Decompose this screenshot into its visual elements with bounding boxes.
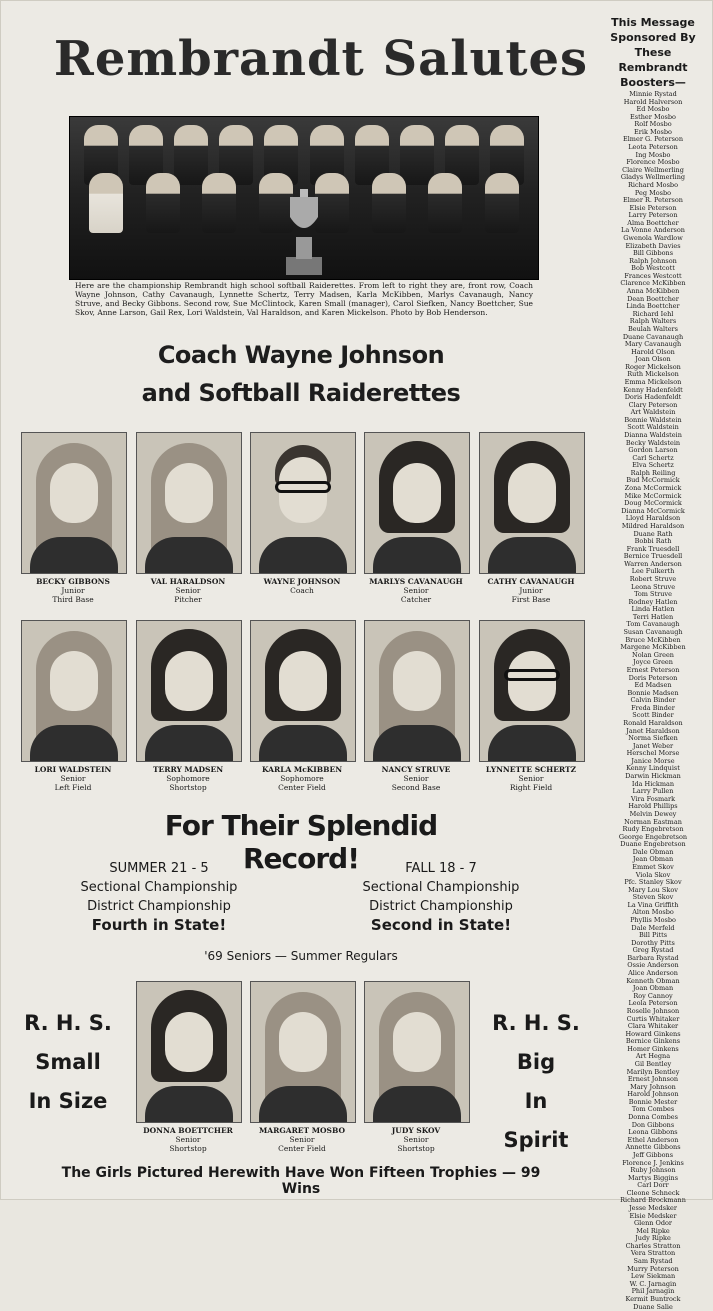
portrait-position: Center Field: [250, 1144, 354, 1153]
sponsor-name: Janet Haraldson: [605, 728, 701, 736]
sponsor-name: Alton Mosbo: [605, 909, 701, 917]
portrait-position: Third Base: [21, 595, 125, 604]
portrait-cathy-cavanaugh: [479, 432, 583, 604]
sponsor-name: Gordon Larson: [605, 447, 701, 455]
sponsor-name: Alma Boettcher: [605, 220, 701, 228]
portrait-val-haraldson: [136, 432, 240, 604]
portrait-name: NANCY STRUVE: [364, 765, 468, 774]
portrait-name: TERRY MADSEN: [136, 765, 240, 774]
slogan-left: [23, 1004, 113, 1121]
sponsor-name: Darwin Hickman: [605, 773, 701, 781]
sponsor-name: Bobbi Rath: [605, 538, 701, 546]
sponsor-name: Sam Rystad: [605, 1258, 701, 1266]
sponsor-name: Vira Fosmark: [605, 796, 701, 804]
sponsor-name: Alice Anderson: [605, 970, 701, 978]
sponsor-name: Murry Peterson: [605, 1266, 701, 1274]
portrait-name: CATHY CAVANAUGH: [479, 577, 583, 586]
sponsor-name: Mike McCormick: [605, 493, 701, 501]
subhead-line-2: and Softball Raiderettes: [61, 379, 541, 407]
portrait-photo: [364, 432, 470, 574]
sponsor-name: Erik Mosbo: [605, 129, 701, 137]
sponsor-name: Lee Fulkerth: [605, 568, 701, 576]
sponsor-name: Bonnie Waldstein: [605, 417, 701, 425]
portrait-photo: [136, 432, 242, 574]
sponsor-name: Richard Iehl: [605, 311, 701, 319]
sponsor-name: Claire Wellmerling: [605, 167, 701, 175]
portrait-position: Right Field: [479, 783, 583, 792]
slogan-right-line-2: Big: [491, 1043, 581, 1082]
sponsor-name: Jesse Medsker: [605, 1205, 701, 1213]
sponsor-name: Tom Combes: [605, 1106, 701, 1114]
portrait-judy-skov: [364, 981, 468, 1153]
sponsor-name: Margene McKibben: [605, 644, 701, 652]
portrait-photo: [136, 620, 242, 762]
sponsor-name: Gladys Wellmerling: [605, 174, 701, 182]
sponsor-name: Judy Ripke: [605, 1235, 701, 1243]
portrait-year: Junior: [21, 586, 125, 595]
sponsor-name: Ernest Johnson: [605, 1076, 701, 1084]
portrait-wayne-johnson: [250, 432, 354, 595]
sponsor-name: Nolan Green: [605, 652, 701, 660]
sponsor-name: Tom Struve: [605, 591, 701, 599]
sponsor-name: Doris Hadenfeldt: [605, 394, 701, 402]
sponsor-name: Terri Hatlen: [605, 614, 701, 622]
portrait-margaret-mosbo: [250, 981, 354, 1153]
portrait-photo: [250, 981, 356, 1123]
portrait-name: MARLYS CAVANAUGH: [364, 577, 468, 586]
sponsor-name: Warren Anderson: [605, 561, 701, 569]
sponsor-name: Linda Hatlen: [605, 606, 701, 614]
sponsor-name: Gil Bentley: [605, 1061, 701, 1069]
sponsor-name: Mel Ripke: [605, 1228, 701, 1236]
sponsor-list: [605, 91, 701, 1311]
portrait-year: Senior: [136, 586, 240, 595]
portrait-position: Shortstop: [136, 783, 240, 792]
sponsor-name: Ossie Anderson: [605, 962, 701, 970]
fall-record: [341, 859, 541, 935]
sponsor-name: Duane Rath: [605, 531, 701, 539]
sponsor-name: Jeff Gibbons: [605, 1152, 701, 1160]
sponsor-name: Kenneth Obman: [605, 978, 701, 986]
sponsor-name: Vera Stratton: [605, 1250, 701, 1258]
sponsor-name: Annette Gibbons: [605, 1144, 701, 1152]
sponsor-name: Ruth Mickelson: [605, 371, 701, 379]
sponsor-name: Roger Mickelson: [605, 364, 701, 372]
portrait-position: Second Base: [364, 783, 468, 792]
portrait-position: Pitcher: [136, 595, 240, 604]
sponsor-name: Pfc. Stanley Skov: [605, 879, 701, 887]
sponsor-name: Martys Biggins: [605, 1175, 701, 1183]
sponsor-name: Rolf Mosbo: [605, 121, 701, 129]
record-title: For Their Splendid Record!: [111, 809, 491, 875]
sponsor-name: Mary Cavanaugh: [605, 341, 701, 349]
sponsor-name: Elmer R. Peterson: [605, 197, 701, 205]
sponsor-name: Florence J. Jenkins: [605, 1160, 701, 1168]
sponsor-name: Ed Mosbo: [605, 106, 701, 114]
sponsor-name: Mildred Haraldson: [605, 523, 701, 531]
sponsor-name: Viola Skov: [605, 872, 701, 880]
portrait-nancy-struve: [364, 620, 468, 792]
sponsor-name: Glenn Odor: [605, 1220, 701, 1228]
portrait-year: Senior: [364, 586, 468, 595]
sponsor-name: Ernest Peterson: [605, 667, 701, 675]
sponsor-name: Herschel Morse: [605, 750, 701, 758]
sponsor-name: Linda Boettcher: [605, 303, 701, 311]
sponsor-name: Barbara Rystad: [605, 955, 701, 963]
slogan-right: [491, 1004, 581, 1160]
footer-trophies: The Girls Pictured Herewith Have Won Fifteen Trophies — 99 Wins: [41, 1165, 561, 1197]
sponsor-name: Donna Combes: [605, 1114, 701, 1122]
sponsor-name: Ralph Johnson: [605, 258, 701, 266]
portrait-name: DONNA BOETTCHER: [136, 1126, 240, 1135]
fall-line-1: Sectional Championship: [341, 878, 541, 897]
portrait-position: Shortstop: [136, 1144, 240, 1153]
sponsor-name: Bob Westcott: [605, 265, 701, 273]
team-photo-caption: Here are the championship Rembrandt high school softball Raiderettes. From left to right they are, front row, Coach Wayne Johnson, Cathy Cavanaugh, Lynnette Schertz, Terry Madsen, Karla McKibben, Marlys Cavanaugh, Nancy Struve, and Becky Gibbons. Second row, Sue McClintock, Karen Small (manager), Carol Siefken, Nancy Boettcher, Sue Skov, Anne Larson, Gail Rex, Lori Waldstein, Val Haraldson, and Karen Mickelson. Photo by Bob Henderson.: [75, 281, 533, 317]
sponsor-name: Cleone Schneck: [605, 1190, 701, 1198]
sponsor-name: Duane Salie: [605, 1304, 701, 1311]
portrait-photo: [136, 981, 242, 1123]
sponsor-name: Dorothy Pitts: [605, 940, 701, 948]
sponsor-name: Bruce McKibben: [605, 637, 701, 645]
portrait-photo: [250, 620, 356, 762]
sponsor-name: Richard Brockmann: [605, 1197, 701, 1205]
portrait-year: Junior: [479, 586, 583, 595]
portrait-marlys-cavanaugh: [364, 432, 468, 604]
sponsor-name: Freda Binder: [605, 705, 701, 713]
sponsor-name: Doris Peterson: [605, 675, 701, 683]
sponsor-name: Duane Engebretson: [605, 841, 701, 849]
sponsor-name: Harold Halverson: [605, 99, 701, 107]
sponsor-name: Bill Pitts: [605, 932, 701, 940]
sponsor-header-line-3: These Rembrandt: [605, 45, 701, 75]
portrait-photo: [21, 432, 127, 574]
sponsor-name: Calvin Binder: [605, 697, 701, 705]
slogan-left-line-2: Small: [23, 1043, 113, 1082]
portrait-donna-boettcher: [136, 981, 240, 1153]
summer-line-2: District Championship: [59, 897, 259, 916]
sponsor-name: Leona Struve: [605, 584, 701, 592]
sponsor-name: Phil Jarnagin: [605, 1288, 701, 1296]
sponsor-name: Norman Eastman: [605, 819, 701, 827]
sponsor-name: Duane Cavanaugh: [605, 334, 701, 342]
sponsor-name: Mary Johnson: [605, 1084, 701, 1092]
sponsor-name: Ida Hickman: [605, 781, 701, 789]
slogan-right-line-3: In Spirit: [491, 1082, 581, 1160]
portrait-photo: [21, 620, 127, 762]
sponsor-name: Scott Binder: [605, 712, 701, 720]
portrait-year: Senior: [136, 1135, 240, 1144]
sponsor-name: Ronald Haraldson: [605, 720, 701, 728]
portrait-lynnette-schertz: [479, 620, 583, 792]
sponsor-name: Joan Obman: [605, 985, 701, 993]
portrait-name: BECKY GIBBONS: [21, 577, 125, 586]
sponsor-name: Ed Madsen: [605, 682, 701, 690]
summer-title: SUMMER 21 - 5: [59, 859, 259, 878]
portrait-position: Left Field: [21, 783, 125, 792]
sponsor-name: Scott Waldstein: [605, 424, 701, 432]
sponsor-name: Phyllis Mosbo: [605, 917, 701, 925]
sponsor-name: Leota Peterson: [605, 144, 701, 152]
portrait-year: Senior: [364, 774, 468, 783]
sponsor-name: Art Waldstein: [605, 409, 701, 417]
portrait-position: Shortstop: [364, 1144, 468, 1153]
sponsor-name: Don Gibbons: [605, 1122, 701, 1130]
sponsor-name: Bonnie Madsen: [605, 690, 701, 698]
sponsor-name: Elizabeth Davies: [605, 243, 701, 251]
portrait-name: JUDY SKOV: [364, 1126, 468, 1135]
sponsor-name: Ralph Reiling: [605, 470, 701, 478]
sponsor-name: Mary Lou Skov: [605, 887, 701, 895]
sponsor-name: Elsie Medsker: [605, 1213, 701, 1221]
sponsor-name: Esther Mosbo: [605, 114, 701, 122]
sponsor-name: Elmer G. Peterson: [605, 136, 701, 144]
portrait-year: Sophomore: [250, 774, 354, 783]
slogan-left-line-3: In Size: [23, 1082, 113, 1121]
portrait-name: KARLA McKIBBEN: [250, 765, 354, 774]
portrait-name: VAL HARALDSON: [136, 577, 240, 586]
sponsor-name: Robert Struve: [605, 576, 701, 584]
portrait-photo: [364, 981, 470, 1123]
sponsor-name: Beulah Walters: [605, 326, 701, 334]
sponsor-name: Ing Mosbo: [605, 152, 701, 160]
sponsor-name: Rodney Hatlen: [605, 599, 701, 607]
sponsor-name: Bill Gibbons: [605, 250, 701, 258]
sponsor-name: Elva Schertz: [605, 462, 701, 470]
sponsor-name: Gwenola Wardlow: [605, 235, 701, 243]
portrait-year: Senior: [364, 1135, 468, 1144]
sponsor-name: Joan Olson: [605, 356, 701, 364]
sponsor-name: Dianna Waldstein: [605, 432, 701, 440]
sponsor-name: Becky Waldstein: [605, 440, 701, 448]
portrait-position: Center Field: [250, 783, 354, 792]
sponsor-name: Kenny Hadenfeldt: [605, 387, 701, 395]
sponsor-name: Tom Cavanaugh: [605, 621, 701, 629]
portrait-year: Senior: [21, 774, 125, 783]
trophy-icon: [282, 187, 326, 277]
portrait-year: Sophomore: [136, 774, 240, 783]
sponsor-name: Dale Merfeld: [605, 925, 701, 933]
sponsor-name: Dianna McCormick: [605, 508, 701, 516]
sponsor-name: Charles Stratton: [605, 1243, 701, 1251]
sponsor-name: Bernice Ginkens: [605, 1038, 701, 1046]
sponsor-name: Ethel Anderson: [605, 1137, 701, 1145]
sponsor-name: Florence Mosbo: [605, 159, 701, 167]
sponsor-name: Bud McCormick: [605, 477, 701, 485]
sponsor-name: Clary Peterson: [605, 402, 701, 410]
portrait-year: Senior: [479, 774, 583, 783]
sponsor-name: Greg Rystad: [605, 947, 701, 955]
portrait-photo: [250, 432, 356, 574]
portrait-position: First Base: [479, 595, 583, 604]
sponsor-name: Frank Truesdell: [605, 546, 701, 554]
portrait-lori-waldstein: [21, 620, 125, 792]
portrait-name: MARGARET MOSBO: [250, 1126, 354, 1135]
sponsor-name: Doug McCormick: [605, 500, 701, 508]
sponsor-name: Minnie Rystad: [605, 91, 701, 99]
portrait-photo: [479, 620, 585, 762]
sponsor-name: Steven Skov: [605, 894, 701, 902]
sponsor-name: Larry Pullen: [605, 788, 701, 796]
sponsor-name: La Vonne Anderson: [605, 227, 701, 235]
sponsor-name: Dale Obman: [605, 849, 701, 857]
sponsor-name: Lew Siekman: [605, 1273, 701, 1281]
sponsor-name: Jean Obman: [605, 856, 701, 864]
sponsor-name: Homer Ginkens: [605, 1046, 701, 1054]
portrait-karla-mckibben: [250, 620, 354, 792]
sponsor-name: La Vina Griffith: [605, 902, 701, 910]
sponsor-name: Harold Phillips: [605, 803, 701, 811]
portrait-photo: [364, 620, 470, 762]
sponsor-name: Janice Morse: [605, 758, 701, 766]
portrait-year: Senior: [250, 1135, 354, 1144]
sponsor-name: Roy Cannoy: [605, 993, 701, 1001]
team-photo: [69, 116, 539, 280]
portrait-name: WAYNE JOHNSON: [250, 577, 354, 586]
subhead-line-1: Coach Wayne Johnson: [61, 341, 541, 369]
sponsor-name: Harold Olson: [605, 349, 701, 357]
sponsor-header: [605, 15, 701, 90]
sponsor-name: Frances Westcott: [605, 273, 701, 281]
sponsor-name: Norma Siefken: [605, 735, 701, 743]
sponsor-name: Rudy Engebretson: [605, 826, 701, 834]
sponsor-header-line-2: Sponsored By: [605, 30, 701, 45]
sponsor-name: Carl Schertz: [605, 455, 701, 463]
summer-finish: Fourth in State!: [59, 916, 259, 935]
sponsor-name: Joyce Green: [605, 659, 701, 667]
sponsor-name: Bonnie Mester: [605, 1099, 701, 1107]
sponsor-name: Kermit Buntrock: [605, 1296, 701, 1304]
sponsor-name: Lloyd Haraldson: [605, 515, 701, 523]
sponsor-name: Harold Johnson: [605, 1091, 701, 1099]
portrait-photo: [479, 432, 585, 574]
sponsor-name: Marilyn Bentley: [605, 1069, 701, 1077]
sponsor-name: Roselle Johnson: [605, 1008, 701, 1016]
sponsor-name: Dean Boettcher: [605, 296, 701, 304]
sponsor-name: Ruby Johnson: [605, 1167, 701, 1175]
sponsor-name: Anna McKibben: [605, 288, 701, 296]
portrait-position: Catcher: [364, 595, 468, 604]
sponsor-name: Curtis Whitaker: [605, 1016, 701, 1024]
sponsor-name: Janet Weber: [605, 743, 701, 751]
sponsor-name: Peg Mosbo: [605, 190, 701, 198]
sponsor-name: Clarence McKibben: [605, 280, 701, 288]
sponsor-name: Clara Whitaker: [605, 1023, 701, 1031]
sponsor-name: Melvin Dewey: [605, 811, 701, 819]
sponsor-header-line-1: This Message: [605, 15, 701, 30]
sponsor-name: W. C. Jarnagin: [605, 1281, 701, 1289]
sponsor-name: Howard Ginkens: [605, 1031, 701, 1039]
fall-finish: Second in State!: [341, 916, 541, 935]
portrait-name: LORI WALDSTEIN: [21, 765, 125, 774]
sponsor-name: Richard Mosbo: [605, 182, 701, 190]
sponsor-name: Elsie Peterson: [605, 205, 701, 213]
portrait-terry-madsen: [136, 620, 240, 792]
sponsor-name: Susan Cavanaugh: [605, 629, 701, 637]
portrait-becky-gibbons: [21, 432, 125, 604]
sponsor-header-line-4: Boosters—: [605, 75, 701, 90]
sponsor-name: Carl Dorr: [605, 1182, 701, 1190]
sponsor-name: Leona Gibbons: [605, 1129, 701, 1137]
slogan-left-line-1: R. H. S.: [23, 1004, 113, 1043]
summer-record: [59, 859, 259, 935]
sponsor-name: Emma Mickelson: [605, 379, 701, 387]
headline: Rembrandt Salutes: [41, 31, 601, 87]
sponsor-name: Emmet Skov: [605, 864, 701, 872]
sponsor-name: Kenny Lindquist: [605, 765, 701, 773]
sponsor-name: George Engebretson: [605, 834, 701, 842]
seniors-line: '69 Seniors — Summer Regulars: [151, 949, 451, 963]
sponsor-name: Art Hegna: [605, 1053, 701, 1061]
portrait-name: LYNNETTE SCHERTZ: [479, 765, 583, 774]
sponsor-name: Zona McCormick: [605, 485, 701, 493]
sponsor-name: Ralph Walters: [605, 318, 701, 326]
summer-line-1: Sectional Championship: [59, 878, 259, 897]
sponsor-name: Bernice Truesdell: [605, 553, 701, 561]
fall-line-2: District Championship: [341, 897, 541, 916]
slogan-right-line-1: R. H. S.: [491, 1004, 581, 1043]
portrait-year: Coach: [250, 586, 354, 595]
sponsor-name: Leola Peterson: [605, 1000, 701, 1008]
fall-title: FALL 18 - 7: [341, 859, 541, 878]
sponsor-name: Larry Peterson: [605, 212, 701, 220]
